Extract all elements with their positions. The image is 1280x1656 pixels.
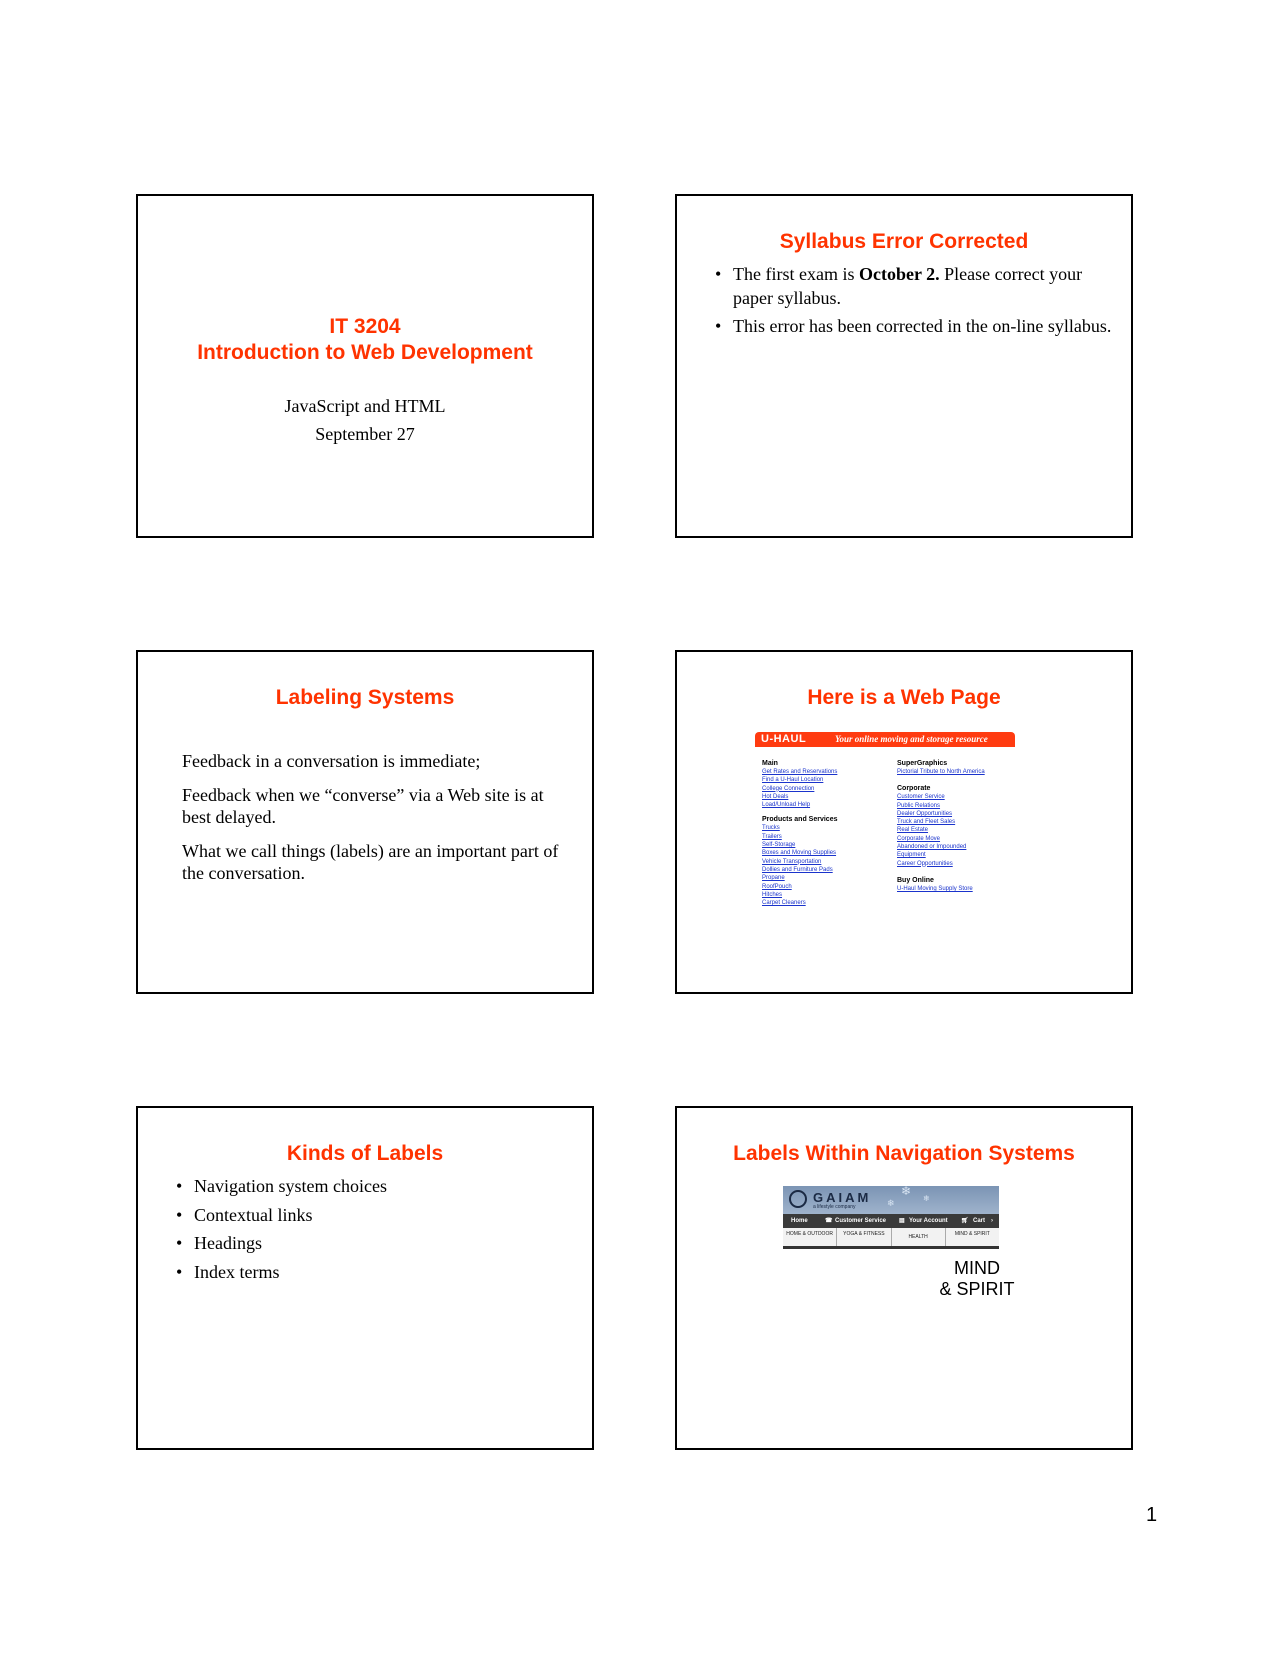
slide-heading: Syllabus Error Corrected — [779, 230, 1029, 253]
gaiam-nav-customer-service[interactable]: Customer Service — [835, 1218, 887, 1224]
exam-date: October 2. — [858, 264, 940, 284]
uhaul-logo: U-HAUL — [761, 733, 807, 745]
phone-icon: ☎ — [825, 1218, 833, 1224]
uhaul-section-heading: Corporate — [897, 785, 931, 793]
uhaul-link[interactable]: Career Opportunities — [897, 860, 953, 867]
uhaul-link[interactable]: Pictorial Tribute to North America — [897, 769, 985, 775]
gaiam-header — [783, 1186, 999, 1214]
uhaul-link[interactable]: Boxes and Moving Supplies — [762, 850, 837, 857]
uhaul-link[interactable]: Vehicle Transportation — [762, 858, 822, 865]
bullet-item: • Headings — [174, 1229, 554, 1258]
bullet-list — [713, 262, 1113, 338]
uhaul-header-bar — [755, 732, 1015, 747]
bullet-text: The first exam is — [733, 264, 859, 284]
uhaul-link[interactable]: RoofPouch — [762, 883, 792, 890]
slide-web-page — [675, 650, 1133, 994]
uhaul-link[interactable]: Public Relations — [897, 802, 941, 809]
caption-line: MIND — [954, 1258, 1000, 1278]
uhaul-link[interactable]: Real Estate — [897, 827, 929, 834]
gaiam-screenshot — [783, 1186, 999, 1250]
subtitle-date: September 27 — [315, 424, 415, 444]
bullet-item: • This error has been corrected in the on-line syllabus. — [713, 314, 1113, 338]
uhaul-link[interactable]: Trailers — [762, 833, 782, 840]
gaiam-top-nav — [783, 1214, 999, 1228]
uhaul-link[interactable]: Corporate Move — [897, 835, 941, 842]
gaiam-nav-cart[interactable]: Cart — [973, 1218, 986, 1224]
gaiam-nav-home[interactable]: Home — [791, 1218, 808, 1224]
slide-heading: Labels Within Navigation Systems — [733, 1142, 1075, 1165]
uhaul-link[interactable]: Get Rates and Reservations — [762, 769, 838, 775]
uhaul-link[interactable]: Find a U-Haul Location — [762, 777, 824, 784]
uhaul-section-heading: Buy Online — [897, 876, 934, 884]
uhaul-left-column — [762, 756, 837, 907]
subtitle-topic: JavaScript and HTML — [284, 396, 446, 416]
gaiam-nav-account[interactable]: Your Account — [909, 1218, 948, 1224]
uhaul-link[interactable]: Customer Service — [897, 794, 945, 801]
bullet-item: • Contextual links — [174, 1201, 554, 1230]
uhaul-link[interactable]: Equipment — [897, 852, 926, 859]
uhaul-link[interactable]: Load/Unload Help — [762, 802, 811, 809]
mind-spirit-caption — [907, 1258, 1047, 1300]
gaiam-tab-yoga-fitness[interactable]: YOGA & FITNESS — [837, 1228, 891, 1246]
slide-labeling-systems — [136, 650, 594, 994]
uhaul-section-heading: Products and Services — [762, 816, 838, 824]
slide-title — [136, 194, 594, 538]
snowflake-icon: ❄ — [887, 1198, 895, 1208]
uhaul-screenshot — [755, 732, 1015, 928]
gaiam-logo-icon — [789, 1190, 807, 1208]
paragraph: What we call things (labels) are an important part of the conversation. — [182, 841, 559, 883]
paragraph: Feedback in a conversation is immediate; — [182, 751, 481, 771]
bullet-item: • Navigation system choices — [174, 1172, 554, 1201]
gaiam-tab-home-outdoor[interactable]: HOME & OUTDOOR — [783, 1228, 837, 1246]
course-code: IT 3204 — [329, 315, 401, 338]
gaiam-tab-mind-spirit[interactable]: MIND & SPIRIT — [954, 1231, 990, 1237]
uhaul-link[interactable]: Hot Deals — [762, 793, 789, 800]
uhaul-link[interactable]: Abandoned or Impounded — [897, 844, 967, 851]
uhaul-link[interactable]: Dollies and Furniture Pads — [762, 866, 833, 873]
document-icon: ▤ — [899, 1218, 905, 1224]
bullet-item: • Index terms — [174, 1258, 554, 1287]
uhaul-link[interactable]: Dealer Opportunities — [897, 810, 953, 817]
bullet-list — [174, 1172, 554, 1286]
uhaul-link[interactable]: College Connection — [762, 785, 815, 792]
uhaul-section-heading: Main — [762, 760, 778, 767]
uhaul-link[interactable]: Propane — [762, 875, 785, 882]
slide-heading: Here is a Web Page — [807, 686, 1001, 709]
slide-labels-navigation — [675, 1106, 1133, 1450]
slide-subtitle — [138, 392, 592, 448]
gaiam-logo: GAIAM — [813, 1190, 872, 1205]
caption-line: & SPIRIT — [939, 1279, 1015, 1299]
paragraph: Feedback when we “converse” via a Web site is at best delayed. — [182, 785, 544, 827]
gaiam-category-tabs — [783, 1228, 999, 1249]
uhaul-right-column — [897, 756, 985, 893]
slide-kinds-of-labels — [136, 1106, 594, 1450]
chevron-right-icon: › — [991, 1218, 993, 1224]
uhaul-tagline: Your online moving and storage resource — [835, 734, 988, 744]
course-name: Introduction to Web Development — [197, 341, 533, 364]
slide-heading: Labeling Systems — [275, 686, 455, 709]
uhaul-link[interactable]: Trucks — [762, 825, 780, 832]
bullet-item — [713, 262, 1113, 310]
uhaul-link[interactable]: Truck and Fleet Sales — [897, 819, 956, 826]
uhaul-section-heading: SuperGraphics — [897, 760, 948, 767]
slide-heading: Kinds of Labels — [286, 1142, 444, 1165]
uhaul-link[interactable]: Carpet Cleaners — [762, 900, 806, 907]
gaiam-tagline: a lifestyle company — [813, 1204, 856, 1210]
snowflake-icon: ❄ — [923, 1194, 930, 1203]
cart-icon: 🛒︎ — [961, 1218, 969, 1224]
snowflake-icon: ❄ — [901, 1184, 912, 1198]
gaiam-tab-health[interactable]: HEALTH — [892, 1228, 946, 1246]
uhaul-link[interactable]: Hitches — [762, 891, 783, 898]
slide-syllabus-error — [675, 194, 1133, 538]
uhaul-link[interactable]: Self-Storage — [762, 842, 796, 849]
bullet-text: Please correct your paper syllabus. — [733, 264, 1083, 308]
page-number: 1 — [1146, 1504, 1158, 1526]
uhaul-link[interactable]: U-Haul Moving Supply Store — [897, 885, 973, 892]
slide-title-heading — [138, 314, 592, 366]
